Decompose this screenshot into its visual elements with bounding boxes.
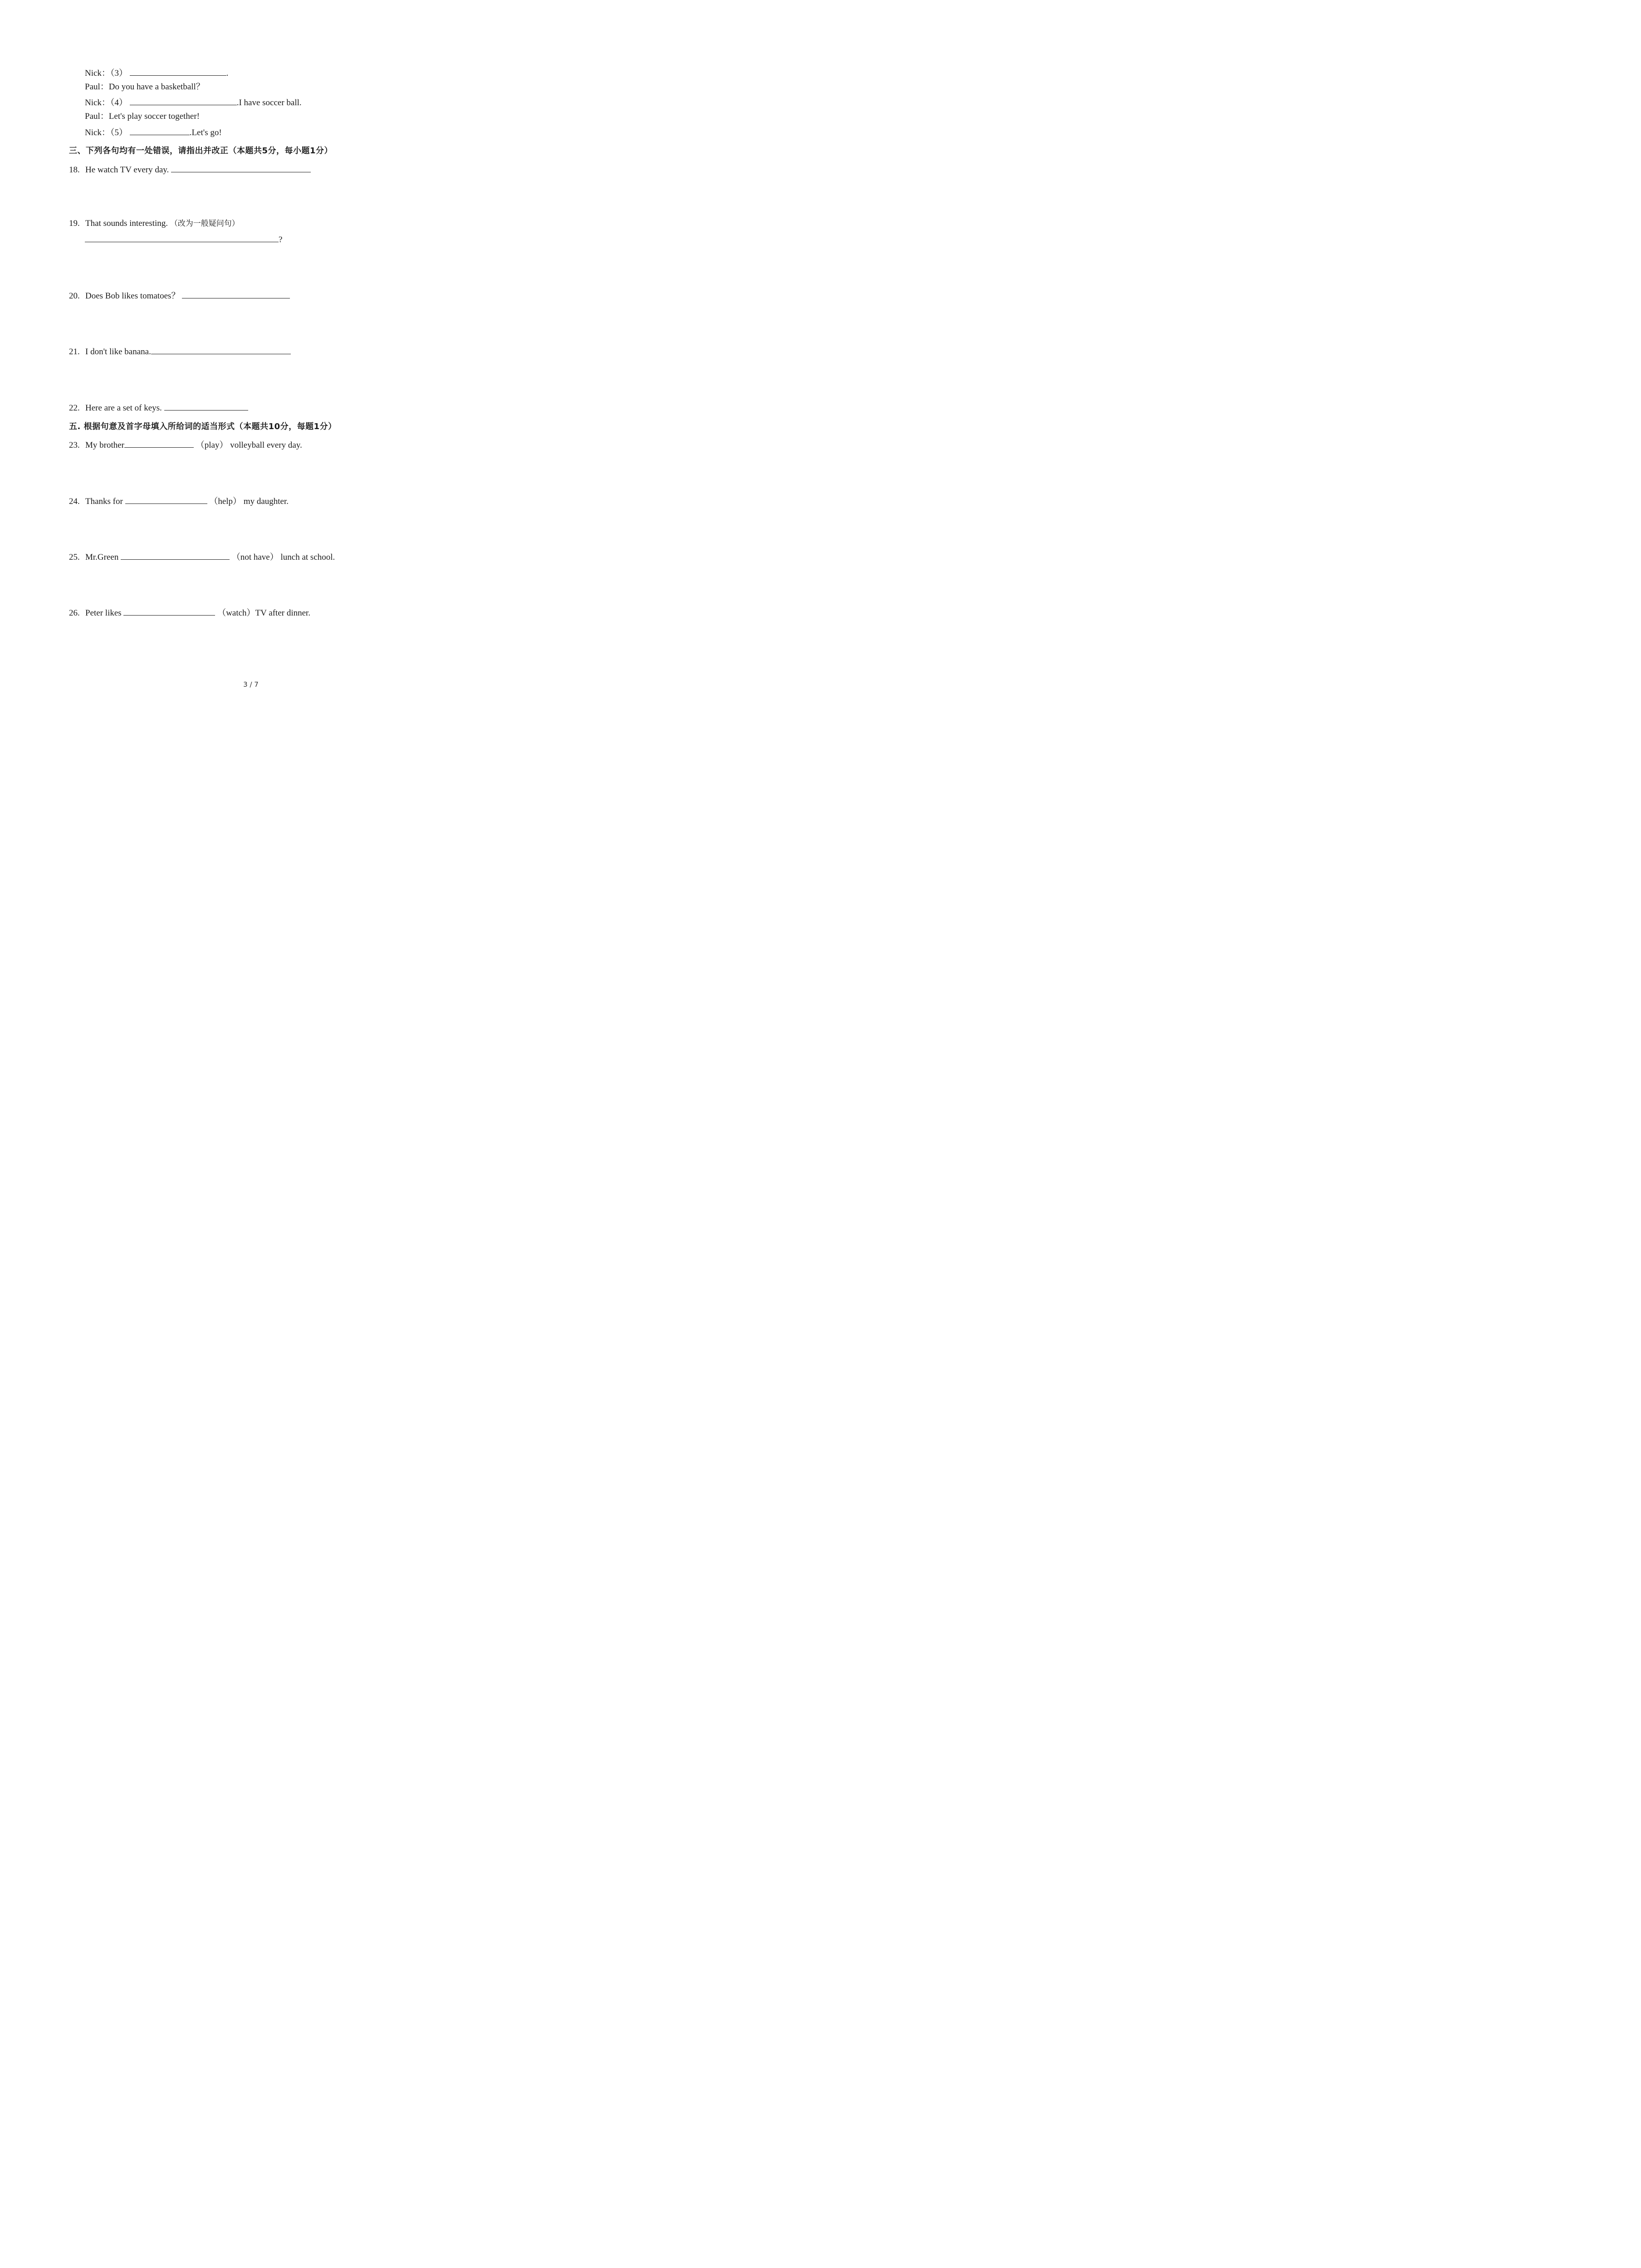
question-text: Mr.Green	[85, 552, 119, 562]
question-text: I don't like banana.	[85, 347, 151, 357]
question-21	[69, 346, 291, 357]
question-number: 21.	[69, 347, 80, 357]
question-text: My brother	[85, 440, 125, 450]
question-19-answer-line	[85, 234, 282, 245]
question-text: Thanks for	[85, 497, 123, 506]
question-19	[69, 218, 240, 229]
answer-blank[interactable]	[130, 67, 226, 76]
answer-blank[interactable]	[130, 127, 190, 135]
word-hint: （not have）	[231, 552, 279, 562]
question-26	[69, 607, 310, 619]
line-tail: .	[226, 68, 229, 78]
question-number: 20.	[69, 291, 80, 301]
speaker: Nick：	[85, 128, 110, 137]
dialogue-line-4	[85, 97, 302, 108]
question-22	[69, 402, 248, 414]
question-number: 24.	[69, 497, 80, 506]
question-20	[69, 290, 290, 302]
answer-blank[interactable]	[124, 439, 194, 448]
blank-number: （4）	[110, 98, 127, 108]
question-number: 26.	[69, 608, 80, 618]
question-end-mark: ?	[279, 235, 283, 244]
question-text: Peter likes	[85, 608, 122, 618]
dialogue-line-paul-2	[85, 111, 200, 122]
blank-number: （5）	[110, 128, 127, 137]
question-text: That sounds interesting.	[85, 219, 168, 228]
question-number: 22.	[69, 403, 80, 413]
answer-blank[interactable]	[171, 164, 311, 172]
question-text-end: my daughter.	[243, 497, 289, 506]
answer-blank[interactable]	[151, 346, 291, 354]
section-5-heading: 五. 根据句意及首字母填入所给词的适当形式（本题共10分，每题1分）	[69, 422, 337, 431]
answer-blank[interactable]	[85, 234, 279, 242]
line-tail: .Let's go!	[189, 128, 222, 137]
question-18	[69, 164, 311, 176]
question-instruction: （改为一般疑问句）	[170, 219, 240, 228]
question-number: 25.	[69, 552, 80, 562]
answer-blank[interactable]	[123, 607, 215, 616]
dialogue-line-3	[85, 67, 228, 79]
question-text: Does Bob likes tomatoes？	[85, 291, 180, 301]
word-hint: （play）	[196, 440, 228, 450]
question-number: 23.	[69, 440, 80, 450]
dialogue-line-paul-1	[85, 82, 205, 93]
question-text-end: volleyball every day.	[230, 440, 302, 450]
question-text: He watch TV every day.	[85, 165, 169, 175]
speaker: Paul：	[85, 82, 109, 92]
dialogue-line-5	[85, 127, 222, 138]
answer-blank[interactable]	[125, 495, 207, 504]
word-hint: （watch）	[217, 608, 255, 618]
question-text-end: TV after dinner.	[255, 608, 311, 618]
answer-blank[interactable]	[121, 551, 230, 560]
dialogue-text: Do you have a basketball？	[108, 82, 205, 92]
answer-blank[interactable]	[182, 290, 290, 298]
answer-blank[interactable]	[130, 97, 237, 105]
page-number: 3 / 7	[243, 680, 259, 689]
speaker: Paul：	[85, 112, 109, 121]
word-hint: （help）	[209, 497, 242, 506]
question-text-end: lunch at school.	[280, 552, 335, 562]
question-text: Here are a set of keys.	[85, 403, 162, 413]
section-3-heading: 三、下列各句均有一处错误，请指出并改正（本题共5分，每小题1分）	[69, 146, 333, 156]
dialogue-text: Let's play soccer together!	[108, 112, 200, 121]
question-number: 18.	[69, 165, 80, 175]
speaker: Nick：	[85, 68, 110, 78]
question-24	[69, 495, 289, 507]
line-tail: .I have soccer ball.	[236, 98, 302, 108]
speaker: Nick：	[85, 98, 110, 108]
question-25	[69, 551, 335, 563]
blank-number: （3）	[110, 68, 127, 78]
question-23	[69, 439, 302, 451]
question-number: 19.	[69, 219, 80, 228]
answer-blank[interactable]	[164, 402, 248, 411]
